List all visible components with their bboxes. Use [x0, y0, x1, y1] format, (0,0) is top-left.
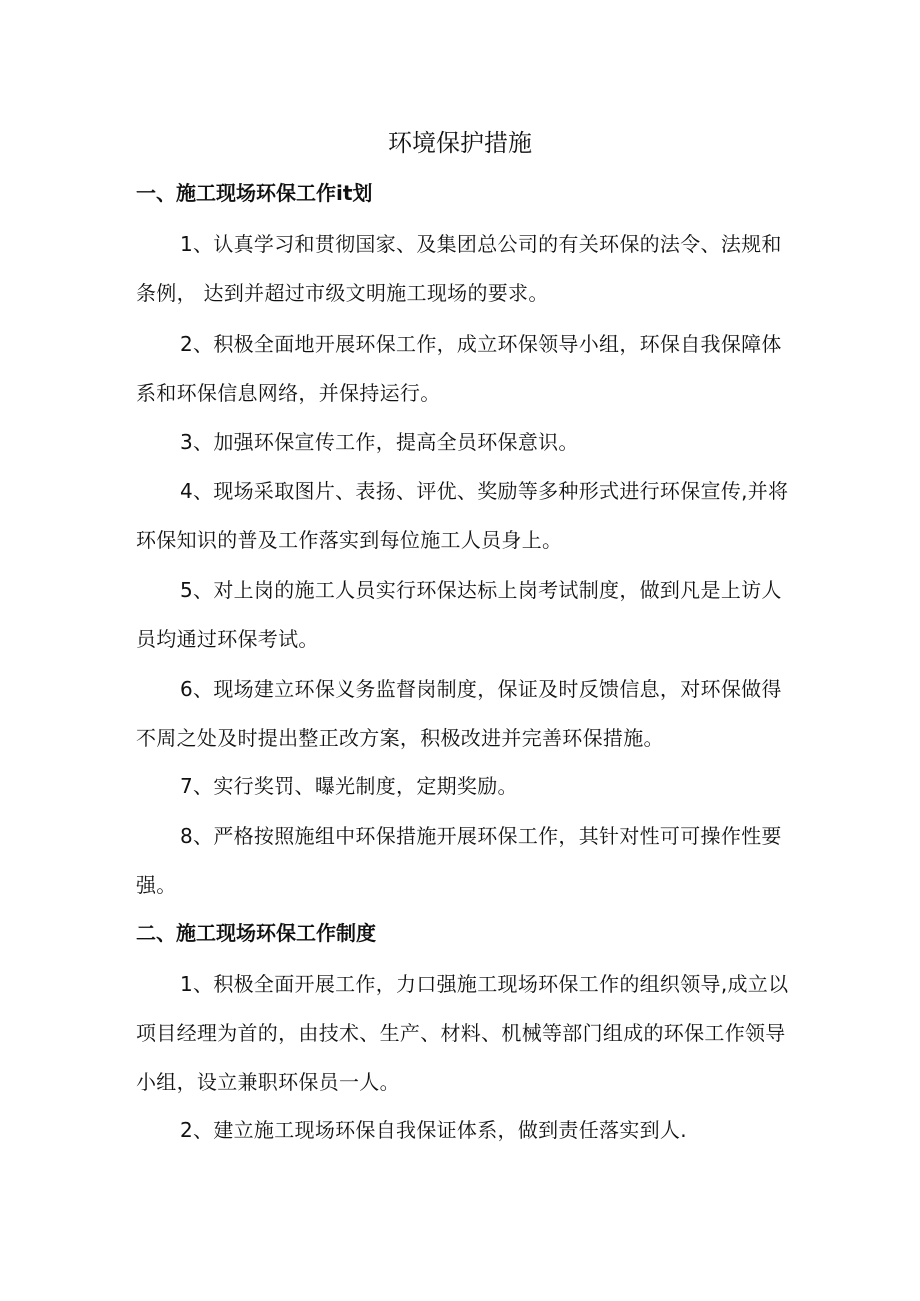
paragraph-2-2: 2、建立施工现场环保自我保证体系，做到责任落实到人.: [180, 1118, 687, 1142]
section-heading-2: 二、施工现场环保工作制度: [136, 921, 376, 945]
paragraph-2-1: 1、积极全面开展工作，力口强施工现场环保工作的组织领导,成立以项目经理为首的，由技术、生产、材料、机械等部门组成的环保工作领导小组，设立兼职环保员一人。: [136, 972, 789, 1094]
paragraph-1-6: 6、现场建立环保义务监督岗制度，保证及时反馈信息，对环保做得不周之处及时提出整正改方案，积极改进并完善环保措施。: [136, 677, 782, 750]
paragraph-1-8: 8、严格按照施组中环保措施开展环保工作，其针对性可可操作性要强。: [136, 824, 782, 897]
document-title: 环境保护措施: [388, 129, 532, 157]
paragraph-1-5: 5、对上岗的施工人员实行环保达标上岗考试制度，做到凡是上访人员均通过环保考试。: [136, 578, 782, 651]
section-heading-1: 一、施工现场环保工作it划: [136, 181, 373, 205]
paragraph-1-1: 1、认真学习和贯彻国家、及集团总公司的有关环保的法令、法规和条例， 达到并超过市级文明施工现场的要求。: [136, 232, 782, 305]
paragraph-1-3: 3、加强环保宣传工作，提高全员环保意识。: [180, 430, 579, 454]
paragraph-1-4: 4、现场采取图片、表扬、评优、奖励等多种形式进行环保宣传,并将环保知识的普及工作落实到每位施工人员身上。: [136, 479, 789, 552]
paragraph-1-7: 7、实行奖罚、曝光制度，定期奖励。: [180, 774, 518, 798]
paragraph-1-2: 2、积极全面地开展环保工作，成立环保领导小组，环保自我保障体系和环保信息网络，并保持运行。: [136, 332, 782, 405]
